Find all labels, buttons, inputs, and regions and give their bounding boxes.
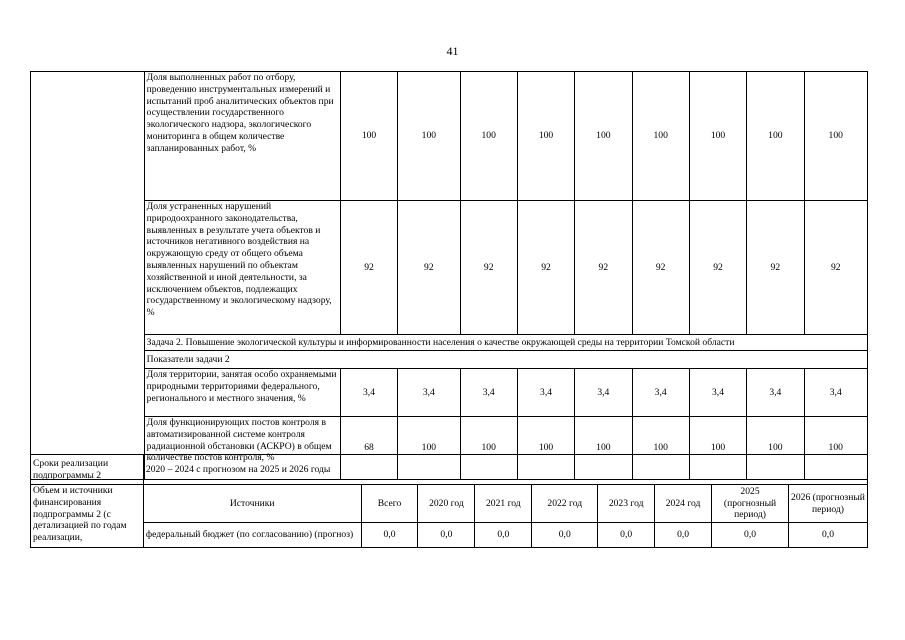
value-cell: 3,4 — [340, 369, 397, 417]
value-cell: 100 — [460, 417, 517, 480]
funding-value: 0,0 — [361, 523, 418, 548]
funding-header: 2024 год — [655, 485, 712, 523]
value-cell: 3,4 — [575, 369, 632, 417]
value-cell: 92 — [340, 201, 397, 335]
value-cell: 100 — [575, 417, 632, 480]
funding-value: 0,0 — [655, 523, 712, 548]
indicator-label: Доля выполненных работ по отбору, проведению инструментальных измерений и испытаний проб аналитических объектов при осуществлении государственного экологического надзора, экологического мониторинга в общем количестве запланированных работ, % — [144, 72, 340, 201]
value-cell: 100 — [340, 72, 397, 201]
value-cell: 92 — [632, 201, 689, 335]
funding-value: 0,0 — [418, 523, 475, 548]
value-cell: 3,4 — [689, 369, 746, 417]
value-cell: 100 — [517, 417, 574, 480]
value-cell: 100 — [575, 72, 632, 201]
value-cell: 100 — [747, 72, 804, 201]
funding-header: 2022 год — [532, 485, 598, 523]
value-cell: 92 — [460, 201, 517, 335]
value-cell: 92 — [398, 201, 460, 335]
value-cell: 3,4 — [517, 369, 574, 417]
indicator-row — [31, 369, 868, 417]
funding-value: 0,0 — [598, 523, 655, 548]
value-cell: 92 — [804, 201, 868, 335]
empty-left-cell — [31, 72, 145, 480]
terms-row — [31, 455, 868, 485]
funding-header-row — [31, 485, 868, 523]
value-cell: 3,4 — [804, 369, 868, 417]
funding-header: 2026 (прогнозный период) — [789, 485, 868, 523]
value-cell: 100 — [398, 417, 460, 480]
indicators-table — [30, 71, 868, 480]
value-cell: 92 — [575, 201, 632, 335]
value-cell: 92 — [517, 201, 574, 335]
indicator-row — [31, 201, 868, 335]
task-indicators-header-row — [31, 351, 868, 369]
indicator-label: Доля территории, занятая особо охраняемыми природными территориями федерального, регионального и местного значения, % — [144, 369, 340, 417]
value-cell: 3,4 — [398, 369, 460, 417]
funding-value: 0,0 — [475, 523, 532, 548]
task2-indicators-header: Показатели задачи 2 — [144, 351, 867, 369]
value-cell: 100 — [689, 72, 746, 201]
terms-label: Сроки реализации подпрограммы 2 — [31, 455, 144, 485]
funding-value: 0,0 — [712, 523, 789, 548]
funding-value: 0,0 — [532, 523, 598, 548]
funding-value: 0,0 — [789, 523, 868, 548]
funding-header: Источники — [143, 485, 361, 523]
indicator-row — [31, 72, 868, 201]
value-cell: 100 — [689, 417, 746, 480]
funding-header: Всего — [361, 485, 418, 523]
value-cell: 100 — [632, 417, 689, 480]
value-cell: 3,4 — [460, 369, 517, 417]
indicator-label: Доля устраненных нарушений природоохранного законодательства, выявленных в результате учета объектов и источников негативного воздействия на окружающую среду от общего объема выявленных нарушений по объектам хозяйственной и иной деятельности, за исключением объектов, подлежащих государственному и экологическому надзору, % — [144, 201, 340, 335]
value-cell: 100 — [804, 72, 868, 201]
value-cell: 3,4 — [747, 369, 804, 417]
funding-header: 2025 (прогнозный период) — [712, 485, 789, 523]
value-cell: 92 — [689, 201, 746, 335]
value-cell: 100 — [398, 72, 460, 201]
funding-row — [31, 523, 868, 548]
value-cell: 100 — [632, 72, 689, 201]
funding-table — [30, 454, 868, 548]
value-cell: 68 — [340, 417, 397, 480]
funding-header: 2023 год — [598, 485, 655, 523]
value-cell: 3,4 — [632, 369, 689, 417]
funding-header: 2021 год — [475, 485, 532, 523]
task-title-row — [31, 335, 868, 351]
task2-title: Задача 2. Повышение экологической культуры и информированности населения о качестве окружающей среды на территории Томской области — [144, 335, 867, 351]
funding-label: Объем и источники финансирования подпрограммы 2 (с детализацией по годам реализации, — [31, 485, 144, 548]
value-cell: 92 — [747, 201, 804, 335]
value-cell: 100 — [517, 72, 574, 201]
terms-value: 2020 – 2024 с прогнозом на 2025 и 2026 годы — [143, 455, 867, 485]
funding-header: 2020 год — [418, 485, 475, 523]
indicator-label: Доля функционирующих постов контроля в автоматизированной системе контроля радиационной обстановки (АСКРО) в общем количестве постов контроля, % — [144, 417, 340, 480]
value-cell: 100 — [804, 417, 868, 480]
page-number: 41 — [446, 44, 459, 58]
value-cell: 100 — [747, 417, 804, 480]
funding-source: федеральный бюджет (по согласованию) (прогноз) — [143, 523, 361, 548]
value-cell: 100 — [460, 72, 517, 201]
